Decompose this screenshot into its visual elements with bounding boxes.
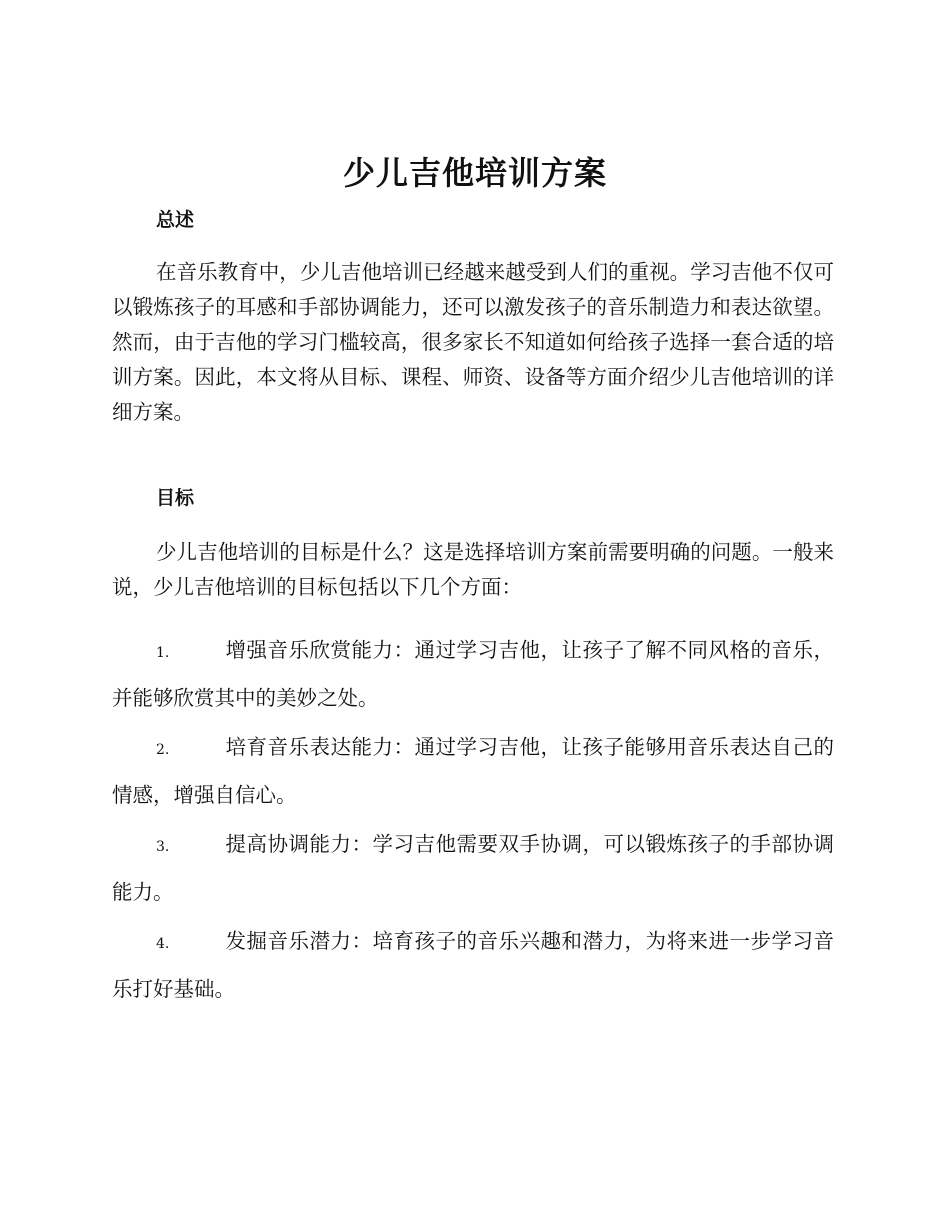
list-item-number: 4. (156, 936, 170, 952)
list-item (112, 919, 834, 1012)
list-item-number: 3. (156, 839, 170, 855)
overview-paragraph: 在音乐教育中，少儿吉他培训已经越来越受到人们的重视。学习吉他不仅可以锻炼孩子的耳感和手部协调能力，还可以激发孩子的音乐制造力和表达欲望。然而，由于吉他的学习门槛较高，很多家长不知道如何给孩子选择一套合适的培训方案。因此，本文将从目标、课程、师资、设备等方面介绍少儿吉他培训的详细方案。 (112, 260, 834, 424)
list-item-text: 发掘音乐潜力：培育孩子的音乐兴趣和潜力，为将来进一步学习音乐打好基础。 (112, 929, 834, 1001)
list-item-text: 提高协调能力：学习吉他需要双手协调，可以锻炼孩子的手部协调能力。 (112, 832, 834, 904)
document-title: 少儿吉他培训方案 (342, 154, 607, 192)
list-item-number: 1. (156, 645, 170, 661)
list-item (112, 628, 834, 721)
list-item-text: 培育音乐表达能力：通过学习吉他，让孩子能够用音乐表达自己的情感，增强自信心。 (112, 735, 834, 807)
list-item (112, 725, 834, 818)
list-item-text: 增强音乐欣赏能力：通过学习吉他，让孩子了解不同风格的音乐，并能够欣赏其中的美妙之处。 (112, 638, 834, 710)
list-item (112, 822, 834, 915)
list-item-number: 2. (156, 742, 170, 758)
section-heading-overview: 总述 (156, 209, 195, 231)
section-heading-goals: 目标 (156, 487, 195, 509)
goals-paragraph: 少儿吉他培训的目标是什么？这是选择培训方案前需要明确的问题。一般来说，少儿吉他培训的目标包括以下几个方面： (112, 540, 834, 599)
